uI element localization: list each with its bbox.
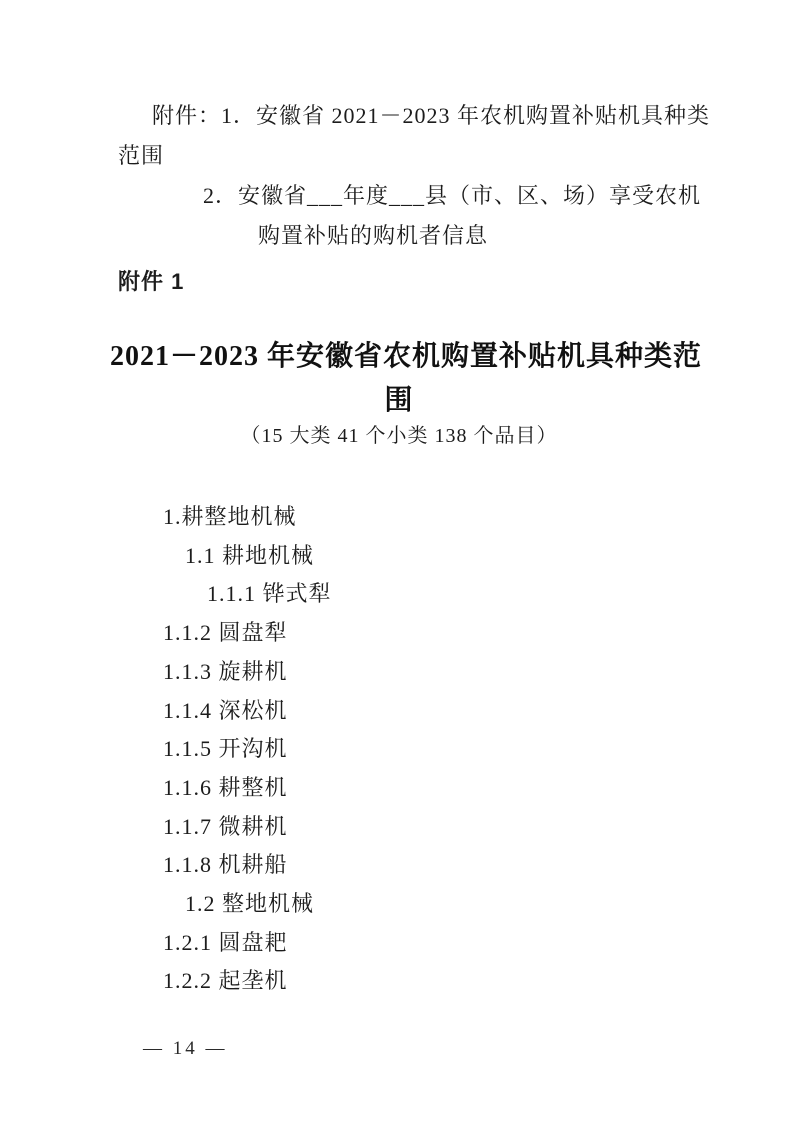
list-item: 1.1.2 圆盘犁	[163, 620, 288, 646]
list-item: 1.1.1 铧式犁	[207, 581, 332, 607]
list-item: 1.2.1 圆盘耙	[163, 929, 288, 955]
list-item: 1.1.3 旋耕机	[163, 658, 288, 684]
list-item: 1.2 整地机械	[185, 891, 315, 917]
list-item: 1.1 耕地机械	[185, 542, 315, 568]
attachment-note-line-3: 2．安徽省___年度___县（市、区、场）享受农机	[203, 183, 702, 208]
list-item: 1.1.4 深松机	[163, 697, 288, 723]
document-title	[110, 335, 703, 423]
document-subtitle: （15 大类 41 个小类 138 个品目）	[240, 425, 558, 447]
attachment-note-line-4: 购置补贴的购机者信息	[258, 223, 489, 248]
document-title-line-1: 2021－2023 年安徽省农机购置补贴机具种类范	[110, 341, 703, 372]
category-list	[118, 498, 738, 1001]
list-item: 1.1.7 微耕机	[163, 813, 288, 839]
attachment-note-line-1: 附件：1．安徽省 2021－2023 年农机购置补贴机具种类	[152, 103, 711, 128]
annex-label: 附件 1	[118, 269, 185, 294]
list-item: 1.1.6 耕整机	[163, 774, 288, 800]
list-item: 1.2.2 起垄机	[163, 968, 288, 994]
attachment-note	[118, 96, 778, 256]
list-item: 1.耕整地机械	[163, 504, 297, 529]
document-title-line-2: 围	[384, 385, 414, 416]
list-item: 1.1.5 开沟机	[163, 736, 288, 762]
attachment-note-line-2: 范围	[118, 143, 165, 168]
page-number: — 14 —	[143, 1038, 228, 1059]
list-item: 1.1.8 机耕船	[163, 852, 288, 878]
